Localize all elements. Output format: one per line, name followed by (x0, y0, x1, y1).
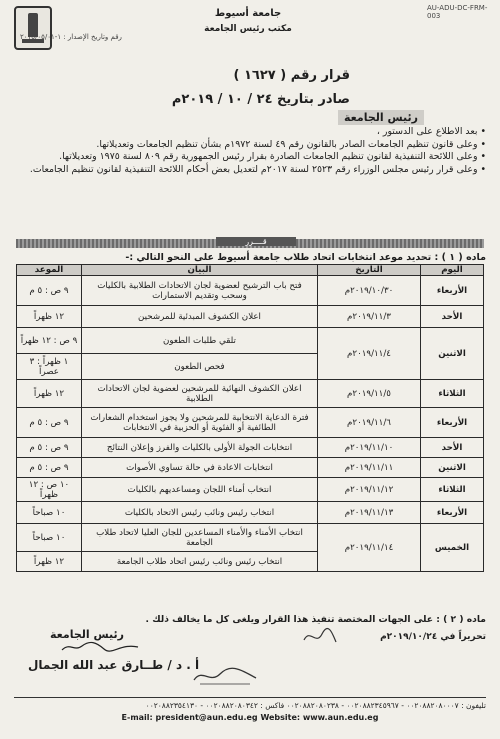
time-cell: ٩ ص : ١٢ ظهراً (17, 328, 82, 354)
time-cell: ١٠ صباحاً (17, 524, 82, 552)
preamble-line: • وعلى قرار رئيس مجلس الوزراء رقم ٢٥٢٣ لسنة ٢٠١٧م لتعديل بعض أحكام اللائحة التنفيذية لقانون تنظيم الجامعات. (14, 164, 486, 177)
time-cell: ٩ ص : ٥ م (17, 438, 82, 458)
table-row (17, 502, 484, 524)
office-name: مكتب رئيس الجامعة (204, 24, 292, 34)
table-row (17, 306, 484, 328)
footer-email: E-mail: president@aun.edu.eg Website: www.aun.edu.eg (121, 713, 379, 722)
issue-number: رقم وتاريخ الإصدار : ١-٢٠١٥/٠٥/٠١ (20, 33, 122, 41)
day-cell: الثلاثاء (421, 478, 484, 502)
day-cell: الاثنين (421, 458, 484, 478)
preamble (14, 126, 486, 176)
header-date: التاريخ (318, 265, 421, 276)
event-cell: انتخابات الجولة الأولى بالكليات والفرز وإعلان النتائج (82, 438, 318, 458)
table-row (17, 276, 484, 306)
table-row (17, 380, 484, 408)
date-cell: ٢٠١٩/١١/٤م (318, 328, 421, 380)
day-cell: الثلاثاء (421, 380, 484, 408)
university-logo (14, 6, 52, 50)
table-header-row (17, 265, 484, 276)
date-cell: ٢٠١٩/١٠/٣٠م (318, 276, 421, 306)
table-row (17, 478, 484, 502)
day-cell: الأربعاء (421, 408, 484, 438)
document-code: AU-ADU-DC-FRM-003 (427, 4, 488, 20)
time-cell: ١٢ ظهراً (17, 552, 82, 572)
date-cell: ٢٠١٩/١١/١٢م (318, 478, 421, 502)
day-cell: الأربعاء (421, 502, 484, 524)
banner-text: قــــرر (216, 237, 296, 246)
day-cell: الاثنين (421, 328, 484, 380)
article-1: ماده ( ١ ) : تحديد موعد انتخابات اتحاد طلاب جامعة أسيوط على النحو التالي :- (125, 252, 486, 263)
date-cell: ٢٠١٩/١١/١٣م (318, 502, 421, 524)
decided-banner (16, 239, 484, 248)
date-cell: ٢٠١٩/١١/١٤م (318, 524, 421, 572)
event-cell: انتخاب الأمناء والأمناء المساعدين للجان العليا لاتحاد طلاب الجامعة (82, 524, 318, 552)
table-row (17, 524, 484, 552)
signatory-name: أ . د / طــارق عبد الله الجمال (28, 658, 200, 672)
president-label: رئيس الجامعة (338, 110, 424, 125)
day-cell: الخميس (421, 524, 484, 572)
event-cell: فترة الدعاية الانتخابية للمرشحين ولا يجوز استخدام الشعارات الطائفية أو الفئوية أو الحزبية في الانتخابات (82, 408, 318, 438)
time-cell: ١٠ صباحاً (17, 502, 82, 524)
time-cell: ١٢ ظهراً (17, 306, 82, 328)
date-cell: ٢٠١٩/١١/٥م (318, 380, 421, 408)
initials-signature (300, 626, 340, 650)
time-cell: ٩ ص : ٥ م (17, 458, 82, 478)
day-cell: الأحد (421, 306, 484, 328)
preamble-line: • وعلى قانون تنظيم الجامعات الصادر بالقانون رقم ٤٩ لسنة ١٩٧٢م بشأن تنظيم الجامعات وتعديلاتها. (14, 139, 486, 152)
signature-scribble (60, 640, 140, 654)
table-row (17, 438, 484, 458)
event-cell: اعلان الكشوف النهائية للمرشحين لعضوية لجان الاتحادات الطلابية (82, 380, 318, 408)
table-row (17, 458, 484, 478)
event-cell: انتخاب رئيس ونائب رئيس اتحاد طلاب الجامعة (82, 552, 318, 572)
event-cell: فحص الطعون (82, 354, 318, 380)
date-cell: ٢٠١٩/١١/٦م (318, 408, 421, 438)
table-row (17, 408, 484, 438)
decree-number: قرار رقم ( ١٦٢٧ ) (233, 68, 350, 83)
decree-date: صادر بتاريخ ٢٤ / ١٠ / ٢٠١٩م (171, 92, 350, 107)
event-cell: انتخاب أمناء اللجان ومساعديهم بالكليات (82, 478, 318, 502)
date-cell: ٢٠١٩/١١/١١م (318, 458, 421, 478)
time-cell: ١٢ ظهراً (17, 380, 82, 408)
footer-divider (14, 697, 486, 698)
university-name: جامعة أسيوط (214, 8, 282, 19)
event-cell: انتخاب رئيس ونائب رئيس الاتحاد بالكليات (82, 502, 318, 524)
time-cell: ١٠ ص : ١٢ ظهراً (17, 478, 82, 502)
preamble-line: • وعلى اللائحة التنفيذية لقانون تنظيم الجامعات الصادرة بقرار رئيس الجمهورية رقم ٨٠٩ لسنة ١٩٧٥ وتعديلاتها. (14, 151, 486, 164)
day-cell: الأحد (421, 438, 484, 458)
event-cell: فتح باب الترشيح لعضوية لجان الاتحادات الطلابية بالكليات وسحب وتقديم الاستمارات (82, 276, 318, 306)
time-cell: ٩ ص : ٥ م (17, 276, 82, 306)
article-2: ماده ( ٢ ) : على الجهات المختصة تنفيذ هذا القرار ويلغى كل ما يخالف ذلك . (145, 614, 486, 625)
handwritten-signature (190, 664, 260, 688)
time-cell: ٩ ص : ٥ م (17, 408, 82, 438)
table-row (17, 328, 484, 354)
date-cell: ٢٠١٩/١١/١٠م (318, 438, 421, 458)
time-cell: ١ ظهراً : ٣ عصراً (17, 354, 82, 380)
signature-title: رئيس الجامعة (50, 628, 124, 641)
header-time: الموعد (17, 265, 82, 276)
preamble-line: • بعد الاطلاع على الدستور ، (14, 126, 486, 139)
schedule-table (16, 264, 484, 572)
event-cell: تلقي طلبات الطعون (82, 328, 318, 354)
header-day: اليوم (421, 265, 484, 276)
event-cell: انتخابات الاعادة في حالة تساوي الأصوات (82, 458, 318, 478)
day-cell: الأربعاء (421, 276, 484, 306)
written-date: تحريراً في ٢٠١٩/١٠/٢٤م (380, 632, 486, 642)
date-cell: ٢٠١٩/١١/٣م (318, 306, 421, 328)
header-event: البيان (82, 265, 318, 276)
event-cell: اعلان الكشوف المبدئية للمرشحين (82, 306, 318, 328)
footer-phone: تليفون : ٠٠٢٠٨٨٢٠٨٠٠٠٧ - ٠٠٢٠٨٨٢٣٤٥٩٦٧ - ٠٠٢٠٨٨٢٠٨٠٢٣٨ فاكس : ٠٠٢٠٨٨٢٠٨٠٣٤٢ - ٠٠٢٠٨٨٢٣٥٤١٣٠ (145, 701, 486, 710)
